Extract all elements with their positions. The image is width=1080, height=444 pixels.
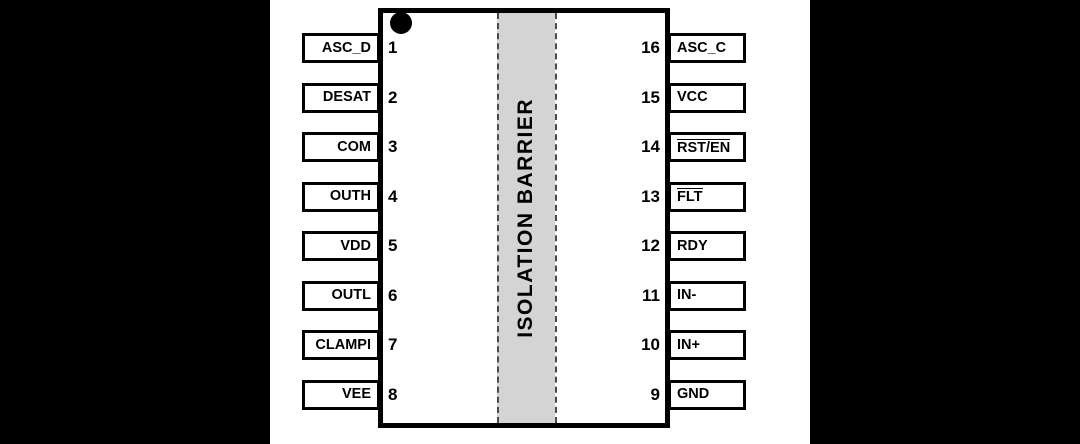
isolation-barrier-left-dashed-line — [497, 13, 499, 423]
pin-label-7: CLAMPI — [315, 336, 371, 353]
pin-label-11: IN- — [677, 287, 697, 304]
pin-label-16: ASC_C — [677, 39, 727, 56]
pin-number-16: 16 — [641, 38, 660, 57]
pin-label-8: VEE — [341, 386, 371, 403]
pin-box-11[interactable] — [668, 281, 746, 311]
pin-number-8: 8 — [388, 384, 398, 404]
pin-label-15: VCC — [677, 89, 708, 106]
pin-box-15[interactable] — [668, 83, 746, 113]
pin-number-5: 5 — [388, 236, 398, 255]
pin-number-1: 1 — [388, 38, 398, 57]
pin-box-12[interactable] — [668, 231, 746, 261]
pin-number-3: 3 — [388, 137, 398, 156]
pin-box-6[interactable] — [302, 281, 380, 311]
pin-label-3: COM — [337, 138, 371, 155]
pin-box-9[interactable] — [668, 380, 746, 410]
pin-box-5[interactable] — [302, 231, 380, 261]
pin-box-7[interactable] — [302, 330, 380, 360]
pin-box-3[interactable] — [302, 132, 380, 162]
pin-box-16[interactable] — [668, 33, 746, 63]
isolation-barrier-text: ISOLATION BARRIER — [514, 98, 537, 338]
pin-label-1: ASC_D — [321, 39, 371, 56]
pin-number-9: 9 — [650, 384, 660, 404]
pin-label-12: RDY — [677, 237, 708, 254]
pin-box-8[interactable] — [302, 380, 380, 410]
pin-number-14: 14 — [641, 137, 660, 156]
pin-number-2: 2 — [388, 87, 398, 107]
pin-label-5: VDD — [340, 237, 371, 254]
pin-box-13[interactable] — [668, 182, 746, 212]
pin-label-2: DESAT — [322, 89, 371, 106]
pin-number-13: 13 — [641, 186, 660, 206]
pin-box-1[interactable] — [302, 33, 380, 63]
pin-number-10: 10 — [641, 335, 660, 354]
pin-label-14: RST/EN — [677, 139, 731, 156]
pin-label-9: GND — [677, 386, 710, 403]
pin-number-15: 15 — [641, 87, 660, 107]
pin-box-10[interactable] — [668, 330, 746, 360]
pin-box-2[interactable] — [302, 83, 380, 113]
pin-number-11: 11 — [642, 285, 660, 305]
pin-number-4: 4 — [388, 186, 398, 206]
pin-box-4[interactable] — [302, 182, 380, 212]
pin-number-12: 12 — [641, 236, 660, 255]
pin-label-6: OUTL — [331, 287, 371, 304]
pin-label-4: OUTH — [329, 188, 371, 205]
pin-label-10: IN+ — [677, 336, 700, 353]
pin-number-6: 6 — [388, 285, 398, 305]
isolation-barrier-band — [497, 13, 555, 423]
isolation-barrier-right-dashed-line — [555, 13, 557, 423]
pin-number-7: 7 — [388, 335, 398, 354]
pin-box-14[interactable] — [668, 132, 746, 162]
pin1-marker-dot — [390, 12, 412, 34]
pin-label-13: FLT — [677, 189, 703, 206]
